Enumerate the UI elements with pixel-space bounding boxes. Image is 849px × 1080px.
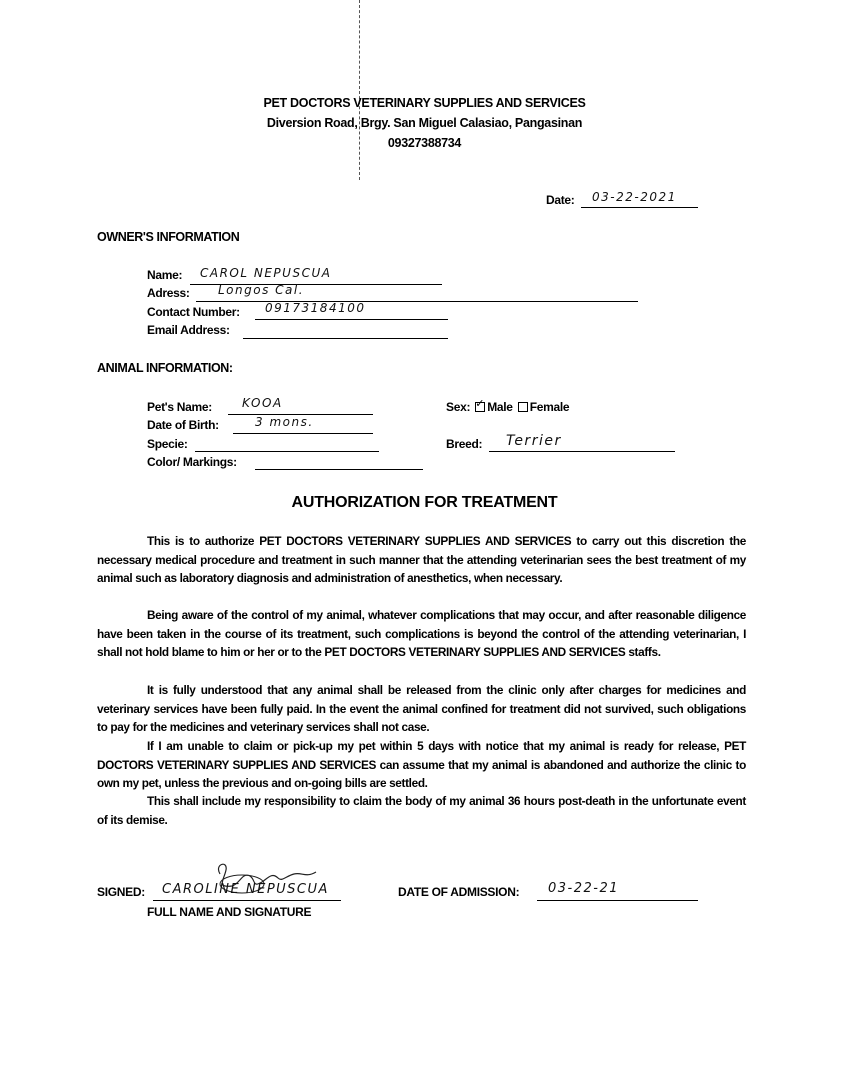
- signed-value: CAROLINE NEPUSCUA: [162, 882, 329, 897]
- pet-name-value: KOOA: [242, 396, 283, 410]
- owner-section-title: OWNER'S INFORMATION: [97, 230, 240, 244]
- pet-name-label: Pet's Name:: [147, 400, 212, 414]
- sex-male-checkbox[interactable]: [475, 398, 485, 412]
- checkmark-icon: ✓: [475, 398, 485, 410]
- clinic-address: Diversion Road, Brgy. San Miguel Calasiao, Pangasinan: [266, 116, 583, 130]
- page-fold-line: [359, 0, 361, 180]
- clinic-phone: 09327388734: [387, 136, 462, 150]
- sex-female-checkbox[interactable]: [518, 402, 528, 412]
- clinic-name: PET DOCTORS VETERINARY SUPPLIES AND SERVICES: [263, 96, 586, 110]
- signed-label: SIGNED:: [97, 885, 145, 899]
- animal-section-title: ANIMAL INFORMATION:: [97, 361, 233, 375]
- color-label: Color/ Markings:: [147, 455, 237, 469]
- owner-address-value: Longos Cal.: [218, 283, 305, 297]
- specie-label: Specie:: [147, 437, 188, 451]
- owner-email-label: Email Address:: [147, 323, 230, 337]
- auth-paragraph-1: This is to authorize PET DOCTORS VETERINARY SUPPLIES AND SERVICES to carry out this discretion the necessary medical procedure and treatment in such manner that the attending veterinarian sees the best treatment of my animal such as laboratory diagnosis and administration of anesthetics, when necessary.: [97, 534, 746, 585]
- owner-contact-value: 09173184100: [265, 301, 366, 315]
- sex-male-label: Male: [487, 400, 513, 414]
- breed-label: Breed:: [446, 437, 483, 451]
- specie-line: [195, 437, 379, 452]
- full-name-caption: FULL NAME AND SIGNATURE: [147, 905, 312, 919]
- sex-label: Sex:: [446, 400, 471, 414]
- date-label: Date:: [546, 193, 575, 207]
- owner-name-label: Name:: [147, 268, 183, 282]
- sex-field: [446, 400, 569, 414]
- sex-female-label: Female: [529, 400, 570, 414]
- dob-value: 3 mons.: [255, 415, 314, 429]
- auth-paragraph-5: This shall include my responsibility to claim the body of my animal 36 hours post-death in the unfortunate event of its demise.: [97, 794, 746, 827]
- auth-paragraph-4: If I am unable to claim or pick-up my pet within 5 days with notice that my animal is ready for release, PET DOCTORS VETERINARY SUPPLIES AND SERVICES can assume that my animal is abandoned and authorize the clinic to own my pet, unless the previous and on-going bills are settled.: [97, 739, 746, 790]
- owner-address-label: Adress:: [147, 286, 190, 300]
- date-value: 03-22-2021: [592, 190, 677, 204]
- dob-label: Date of Birth:: [147, 418, 219, 432]
- owner-email-line: [243, 324, 448, 339]
- auth-paragraph-3: It is fully understood that any animal shall be released from the clinic only after charges for medicines and veterinary services have been fully paid. In the event the animal confined for treatment did not survived, such obligations to pay for the medicines and veterinary services shall not case.: [97, 683, 746, 734]
- owner-contact-label: Contact Number:: [147, 305, 240, 319]
- admission-value: 03-22-21: [548, 881, 620, 896]
- owner-name-value: CAROL NEPUSCUA: [200, 266, 332, 280]
- auth-paragraph-2: Being aware of the control of my animal, whatever complications that may occur, and after reasonable diligence have been taken in the course of its treatment, such complications is beyond the control of the attending veterinarian, I shall not hold blame to him or her or to the PET DOCTORS VETERINARY SUPPLIES AND SERVICES staffs.: [97, 608, 746, 659]
- color-line: [255, 455, 423, 470]
- authorization-title: AUTHORIZATION FOR TREATMENT: [291, 494, 558, 511]
- admission-label: DATE OF ADMISSION:: [398, 885, 520, 899]
- breed-value: Terrier: [506, 433, 562, 449]
